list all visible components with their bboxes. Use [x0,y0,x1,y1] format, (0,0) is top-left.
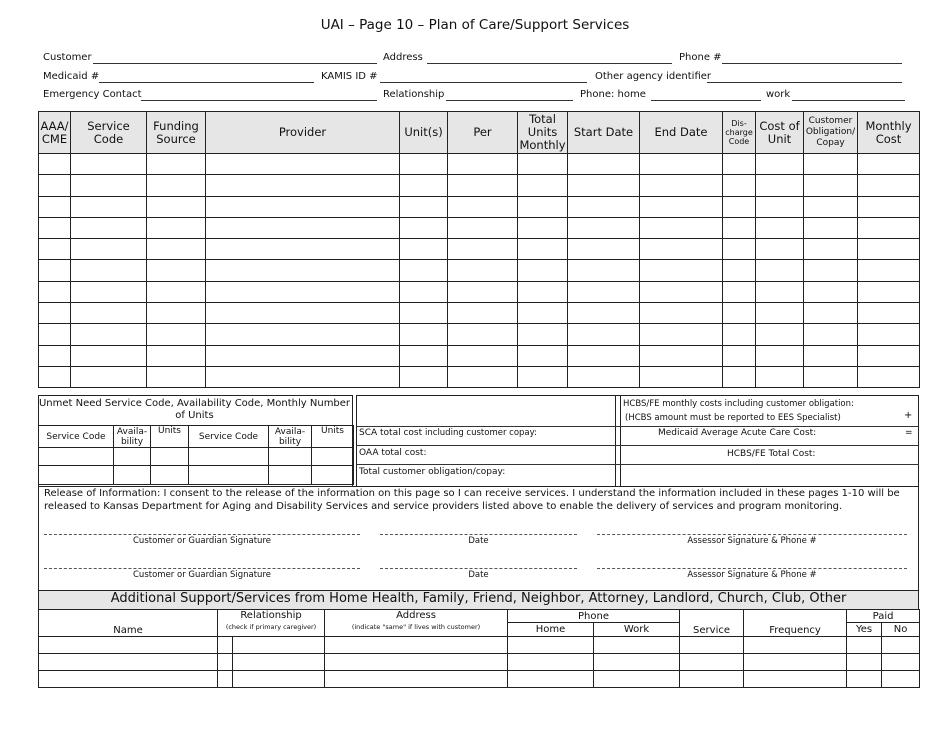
service-cell[interactable] [804,239,858,260]
service-cell[interactable] [640,154,723,175]
service-cell[interactable] [518,260,568,281]
col-aaa-cme: AAA/ CME [39,112,71,154]
col-discharge-code: Dis- charge Code [723,112,756,154]
service-cell[interactable] [640,196,723,217]
service-cell[interactable] [858,303,920,324]
service-cell[interactable] [39,303,71,324]
plus-sign: + [904,410,913,421]
table-row [39,345,920,366]
service-cell[interactable] [756,175,804,196]
service-cell[interactable] [640,239,723,260]
service-cell[interactable] [858,217,920,238]
service-cell[interactable] [71,175,147,196]
service-cell[interactable] [568,154,640,175]
service-cell[interactable] [568,345,640,366]
service-cell[interactable] [206,281,400,302]
support-cell[interactable] [508,671,594,688]
support-cell[interactable] [325,637,508,654]
addl-col-home: Home [508,623,594,637]
service-cell[interactable] [71,303,147,324]
support-cell[interactable] [594,654,680,671]
service-cell[interactable] [39,260,71,281]
service-cell[interactable] [723,154,756,175]
service-cell[interactable] [448,260,518,281]
service-cell[interactable] [400,154,448,175]
service-cell[interactable] [206,217,400,238]
unmet-units-2: Units [312,426,354,448]
col-per: Per [448,112,518,154]
unmet-availability-2: Availa- bility [269,426,312,448]
service-cell[interactable] [448,345,518,366]
totals-rule-3 [356,464,919,465]
service-cell[interactable] [858,154,920,175]
page-title: UAI – Page 10 – Plan of Care/Support Services [320,17,630,33]
service-cell[interactable] [147,239,206,260]
service-cell[interactable] [858,281,920,302]
service-cell[interactable] [723,175,756,196]
service-cell[interactable] [756,366,804,387]
relationship-field[interactable] [446,100,573,101]
service-cell[interactable] [448,303,518,324]
addl-col-work: Work [594,623,680,637]
service-cell[interactable] [39,324,71,345]
phone-home-field[interactable] [651,100,761,101]
service-cell[interactable] [71,154,147,175]
service-cell[interactable] [804,217,858,238]
service-cell[interactable] [448,175,518,196]
service-cell[interactable] [568,217,640,238]
support-cell[interactable] [680,671,744,688]
service-cell[interactable] [723,217,756,238]
service-cell[interactable] [147,154,206,175]
service-cell[interactable] [756,239,804,260]
service-cell[interactable] [804,303,858,324]
hcbs-monthly-label: HCBS/FE monthly costs including customer obligation: [623,399,854,409]
service-cell[interactable] [858,324,920,345]
customer-field[interactable] [93,63,377,64]
emergency-contact-field[interactable] [141,100,377,101]
service-cell[interactable] [400,324,448,345]
table-row [39,196,920,217]
addl-relationship-text: Relationship [240,610,302,622]
service-cell[interactable] [568,303,640,324]
phone-field[interactable] [722,63,902,64]
customer-signature-line-2[interactable] [44,568,360,569]
addl-col-name: Name [39,610,218,637]
medicaid-field[interactable] [99,82,314,83]
medicaid-avg-label: Medicaid Average Acute Care Cost: [658,428,817,438]
service-cell[interactable] [147,281,206,302]
col-customer-obligation: Customer Obligation/ Copay [804,112,858,154]
totals-rule-2 [356,445,919,446]
unmet-cell[interactable] [39,466,114,485]
table-row [39,217,920,238]
service-cell[interactable] [640,260,723,281]
service-cell[interactable] [518,154,568,175]
service-cell[interactable] [723,324,756,345]
kamis-label: KAMIS ID # [321,71,378,82]
col-units: Unit(s) [400,112,448,154]
support-cell[interactable] [508,637,594,654]
service-cell[interactable] [71,345,147,366]
work-phone-field[interactable] [792,100,905,101]
customer-signature-label-2: Customer or Guardian Signature [133,570,271,580]
service-cell[interactable] [39,154,71,175]
service-cell[interactable] [756,324,804,345]
service-cell[interactable] [71,217,147,238]
service-cell[interactable] [400,260,448,281]
service-cell[interactable] [518,196,568,217]
unmet-cell[interactable] [312,466,354,485]
col-service-code: Service Code [71,112,147,154]
service-cell[interactable] [518,303,568,324]
service-cell[interactable] [640,345,723,366]
service-cell[interactable] [858,239,920,260]
phone-label: Phone # [679,52,722,63]
service-cell[interactable] [804,196,858,217]
service-cell[interactable] [147,303,206,324]
service-cell[interactable] [518,345,568,366]
addl-col-paid: Paid [847,610,920,623]
service-cell[interactable] [71,324,147,345]
unmet-cell[interactable] [114,466,151,485]
service-cell[interactable] [756,281,804,302]
emergency-contact-label: Emergency Contact [43,89,142,100]
service-cell[interactable] [568,175,640,196]
support-cell[interactable] [233,637,325,654]
other-agency-label: Other agency identifier [595,71,712,82]
unmet-cell[interactable] [269,466,312,485]
service-cell[interactable] [448,281,518,302]
service-cell[interactable] [206,154,400,175]
unmet-cell[interactable] [312,448,354,466]
service-cell[interactable] [723,260,756,281]
service-cell[interactable] [640,217,723,238]
service-cell[interactable] [448,196,518,217]
service-cell[interactable] [568,281,640,302]
service-cell[interactable] [756,217,804,238]
col-cost-of-unit: Cost of Unit [756,112,804,154]
service-cell[interactable] [756,196,804,217]
unmet-availability-1: Availa- bility [114,426,151,448]
service-cell[interactable] [400,217,448,238]
hcbs-note: (HCBS amount must be reported to EES Specialist) [625,413,841,423]
service-cell[interactable] [206,260,400,281]
oaa-total-label: OAA total cost: [359,448,427,458]
support-cell[interactable] [847,654,882,671]
service-cell[interactable] [448,217,518,238]
support-cell[interactable] [594,671,680,688]
sca-total-label [359,428,537,438]
support-cell[interactable] [680,637,744,654]
other-agency-field[interactable] [707,82,902,83]
support-cell[interactable] [508,654,594,671]
primary-caregiver-checkbox[interactable] [218,671,233,688]
kamis-field[interactable] [380,82,587,83]
table-row [39,366,920,387]
equals-sign: = [905,428,913,438]
support-cell[interactable] [39,637,218,654]
addl-col-address: Address [325,610,508,623]
service-cell[interactable] [400,303,448,324]
service-cell[interactable] [804,260,858,281]
service-cell[interactable] [39,345,71,366]
service-cell[interactable] [147,260,206,281]
totals-divider [615,395,621,487]
service-cell[interactable] [400,175,448,196]
service-cell[interactable] [804,154,858,175]
service-cell[interactable] [804,281,858,302]
service-cell[interactable] [518,175,568,196]
work-label: work [766,89,791,100]
sca-total-note: including customer copay: [425,428,537,438]
addl-col-yes: Yes [847,623,882,637]
unmet-need-table [38,425,354,485]
service-cell[interactable] [206,175,400,196]
service-cell[interactable] [71,281,147,302]
addl-address-note: (indicate "same" if lives with customer) [325,623,508,637]
relationship-label: Relationship [383,89,445,100]
support-cell[interactable] [882,637,920,654]
total-obligation-label: Total customer obligation/copay: [359,467,506,477]
service-cell[interactable] [147,366,206,387]
service-cell[interactable] [71,196,147,217]
date-line-1[interactable] [380,534,577,535]
primary-caregiver-checkbox[interactable] [218,654,233,671]
service-cell[interactable] [400,196,448,217]
hcbs-total-label: HCBS/FE Total Cost: [727,449,816,459]
table-row [39,637,920,654]
service-cell[interactable] [858,260,920,281]
service-cell[interactable] [448,239,518,260]
table-row [39,654,920,671]
service-cell[interactable] [518,217,568,238]
service-cell[interactable] [206,366,400,387]
service-cell[interactable] [147,175,206,196]
addl-col-no: No [882,623,920,637]
service-cell[interactable] [71,260,147,281]
support-cell[interactable] [680,654,744,671]
support-cell[interactable] [744,637,847,654]
support-cell[interactable] [882,654,920,671]
support-cell[interactable] [325,671,508,688]
col-monthly-cost: Monthly Cost [858,112,920,154]
service-cell[interactable] [147,217,206,238]
table-row [39,154,920,175]
customer-signature-label-1: Customer or Guardian Signature [133,536,271,546]
service-cell[interactable] [640,281,723,302]
unmet-cell[interactable] [151,466,189,485]
table-row [39,324,920,345]
col-funding-source: Funding Source [147,112,206,154]
support-cell[interactable] [847,671,882,688]
customer-label: Customer [43,52,92,63]
service-cell[interactable] [640,303,723,324]
service-cell[interactable] [71,366,147,387]
table-row [39,303,920,324]
address-label: Address [383,52,423,63]
release-text: Release of Information: I consent to the release of the information on this page so I can receive services. I understand the information included in these pages 1-10 will be released to Kansas Department for Aging and Disability Services and service providers listed above to enable the delivery of services and program monitoring. [44,488,900,512]
service-cell[interactable] [206,239,400,260]
service-cell[interactable] [206,303,400,324]
service-cell[interactable] [723,239,756,260]
table-row [39,175,920,196]
service-cell[interactable] [568,366,640,387]
support-cell[interactable] [882,671,920,688]
service-cell[interactable] [39,281,71,302]
support-cell[interactable] [744,671,847,688]
service-cell[interactable] [518,239,568,260]
unmet-cell[interactable] [114,448,151,466]
service-cell[interactable] [723,303,756,324]
col-provider: Provider [206,112,400,154]
service-cell[interactable] [858,175,920,196]
service-cell[interactable] [206,196,400,217]
support-cell[interactable] [325,654,508,671]
service-cell[interactable] [39,239,71,260]
assessor-signature-line-1[interactable] [597,534,907,535]
service-cell[interactable] [147,345,206,366]
addl-col-phone: Phone [508,610,680,623]
service-cell[interactable] [147,324,206,345]
unmet-cell[interactable] [269,448,312,466]
service-cell[interactable] [518,324,568,345]
primary-caregiver-checkbox[interactable] [218,637,233,654]
addl-col-service: Service [680,610,744,637]
service-cell[interactable] [568,260,640,281]
service-cell[interactable] [756,154,804,175]
customer-signature-line-1[interactable] [44,534,360,535]
service-cell[interactable] [640,175,723,196]
service-cell[interactable] [400,345,448,366]
service-cell[interactable] [518,366,568,387]
service-cell[interactable] [39,175,71,196]
service-cell[interactable] [39,217,71,238]
unmet-cell[interactable] [39,448,114,466]
service-cell[interactable] [858,366,920,387]
medicaid-label: Medicaid # [43,71,100,82]
support-cell[interactable] [594,637,680,654]
support-cell[interactable] [233,654,325,671]
unmet-need-heading: Unmet Need Service Code, Availability Code, Monthly Number of Units [38,398,351,421]
support-cell[interactable] [847,637,882,654]
service-cell[interactable] [400,281,448,302]
unmet-service-code-2: Service Code [189,426,269,448]
service-cell[interactable] [756,303,804,324]
unmet-service-code-1: Service Code [39,426,114,448]
service-cell[interactable] [518,281,568,302]
phone-home-label: Phone: home [580,89,646,100]
additional-heading: Additional Support/Services from Home Health, Family, Friend, Neighbor, Attorney, Landlord, Church, Club, Other [110,591,847,606]
service-cell[interactable] [804,175,858,196]
service-cell[interactable] [723,281,756,302]
service-cell[interactable] [858,345,920,366]
service-cell[interactable] [723,196,756,217]
service-cell[interactable] [640,324,723,345]
service-cell[interactable] [400,366,448,387]
addl-col-frequency: Frequency [744,610,847,637]
service-cell[interactable] [400,239,448,260]
table-row [39,260,920,281]
service-cell[interactable] [640,366,723,387]
table-row [39,671,920,688]
additional-table [38,609,920,688]
table-row [39,239,920,260]
service-cell[interactable] [39,366,71,387]
unmet-cell[interactable] [151,448,189,466]
service-cell[interactable] [804,345,858,366]
date-label-2: Date [468,570,489,580]
assessor-signature-label-1: Assessor Signature & Phone # [687,536,817,546]
service-cell[interactable] [39,196,71,217]
addl-relationship-note: (check if primary caregiver) [218,623,325,637]
table-row [39,281,920,302]
service-cell[interactable] [147,196,206,217]
service-cell[interactable] [723,366,756,387]
unmet-units-1: Units [151,426,189,448]
service-cell[interactable] [71,239,147,260]
service-cell[interactable] [723,345,756,366]
col-end-date: End Date [640,112,723,154]
sca-total-text: SCA total cost [359,428,423,438]
addl-col-relationship [218,610,325,623]
support-cell[interactable] [744,654,847,671]
services-table [38,111,920,388]
totals-rule-1 [356,426,919,427]
date-label-1: Date [468,536,489,546]
unmet-cell[interactable] [189,466,269,485]
col-start-date: Start Date [568,112,640,154]
support-cell[interactable] [39,654,218,671]
service-cell[interactable] [804,324,858,345]
service-cell[interactable] [448,324,518,345]
assessor-signature-label-2: Assessor Signature & Phone # [687,570,817,580]
col-total-units: Total Units Monthly [519,112,566,152]
service-cell[interactable] [568,239,640,260]
service-cell[interactable] [448,366,518,387]
service-cell[interactable] [858,196,920,217]
unmet-cell[interactable] [189,448,269,466]
date-line-2[interactable] [380,568,577,569]
service-cell[interactable] [756,345,804,366]
support-cell[interactable] [39,671,218,688]
service-cell[interactable] [568,324,640,345]
service-cell[interactable] [568,196,640,217]
assessor-signature-line-2[interactable] [597,568,907,569]
support-cell[interactable] [233,671,325,688]
service-cell[interactable] [448,154,518,175]
service-cell[interactable] [804,366,858,387]
service-cell[interactable] [206,324,400,345]
service-cell[interactable] [206,345,400,366]
service-cell[interactable] [756,260,804,281]
address-field[interactable] [427,63,672,64]
